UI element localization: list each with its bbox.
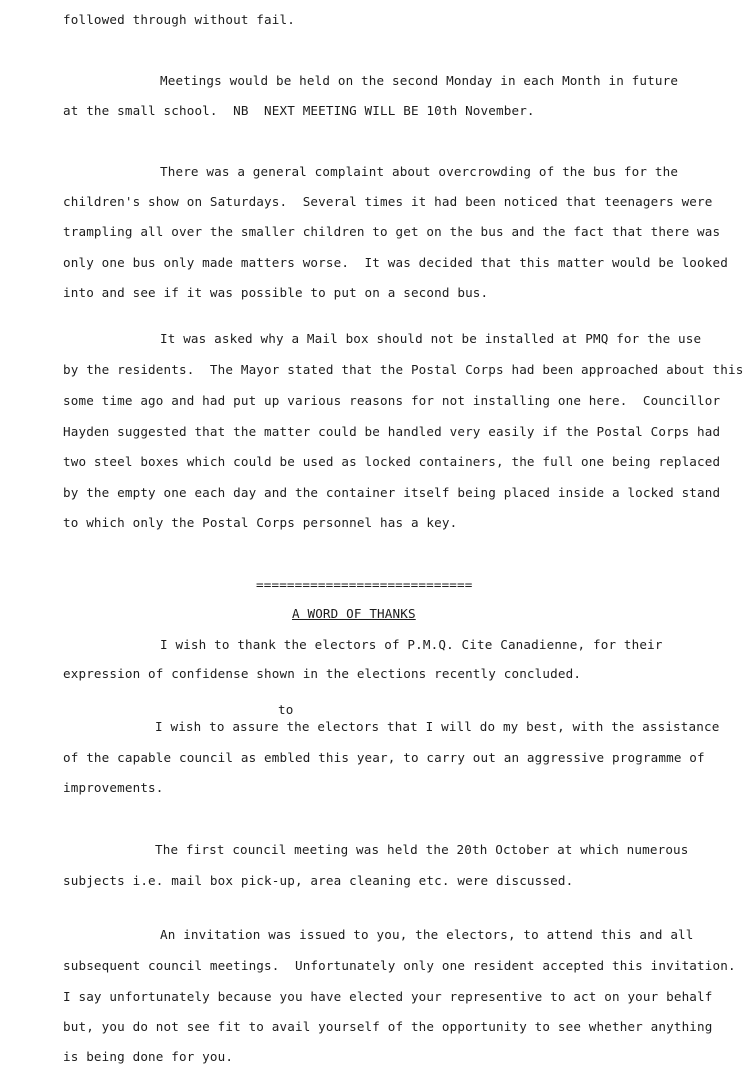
text-line: Meetings would be held on the second Monday in each Month in future — [160, 73, 679, 88]
text-line: improvements. — [63, 780, 164, 795]
text-line: into and see if it was possible to put on a second bus. — [63, 285, 489, 300]
text-line: expression of confidense shown in the elections recently concluded. — [63, 666, 582, 681]
text-line: is being done for you. — [63, 1049, 234, 1064]
text-line: children's show on Saturdays. Several times it had been noticed that teenagers were — [63, 194, 713, 209]
text-line: subjects i.e. mail box pick-up, area cleaning etc. were discussed. — [63, 873, 574, 888]
text-line: subsequent council meetings. Unfortunately only one resident accepted this invitation. — [63, 958, 736, 973]
section-divider: ============================ — [256, 577, 473, 592]
text-line: some time ago and had put up various reasons for not installing one here. Councillor — [63, 393, 721, 408]
text-line: of the capable council as embled this year, to carry out an aggressive programme of — [63, 750, 705, 765]
text-line: It was asked why a Mail box should not be installed at PMQ for the use — [160, 331, 702, 346]
text-line: Hayden suggested that the matter could be handled very easily if the Postal Corps had — [63, 424, 721, 439]
text-line: followed through without fail. — [63, 12, 295, 27]
text-line: by the empty one each day and the container itself being placed inside a locked stand — [63, 485, 721, 500]
text-line: two steel boxes which could be used as locked containers, the full one being replaced — [63, 454, 721, 469]
text-line: I say unfortunately because you have elected your representive to act on your behalf — [63, 989, 713, 1004]
text-line: at the small school. NB NEXT MEETING WILL BE 10th November. — [63, 103, 535, 118]
text-line: There was a general complaint about overcrowding of the bus for the — [160, 164, 679, 179]
inserted-word: to — [278, 702, 294, 717]
section-heading: A WORD OF THANKS — [292, 606, 416, 621]
text-line: by the residents. The Mayor stated that the Postal Corps had been approached about this — [63, 362, 744, 377]
text-line: An invitation was issued to you, the electors, to attend this and all — [160, 927, 694, 942]
text-line: only one bus only made matters worse. It was decided that this matter would be looked — [63, 255, 728, 270]
text-line: to which only the Postal Corps personnel has a key. — [63, 515, 458, 530]
text-line: I wish to assure the electors that I will do my best, with the assistance — [155, 719, 720, 734]
text-line: The first council meeting was held the 20th October at which numerous — [155, 842, 689, 857]
text-line: trampling all over the smaller children to get on the bus and the fact that there was — [63, 224, 721, 239]
text-line: I wish to thank the electors of P.M.Q. Cite Canadienne, for their — [160, 637, 663, 652]
text-line: but, you do not see fit to avail yourself of the opportunity to see whether anything — [63, 1019, 713, 1034]
